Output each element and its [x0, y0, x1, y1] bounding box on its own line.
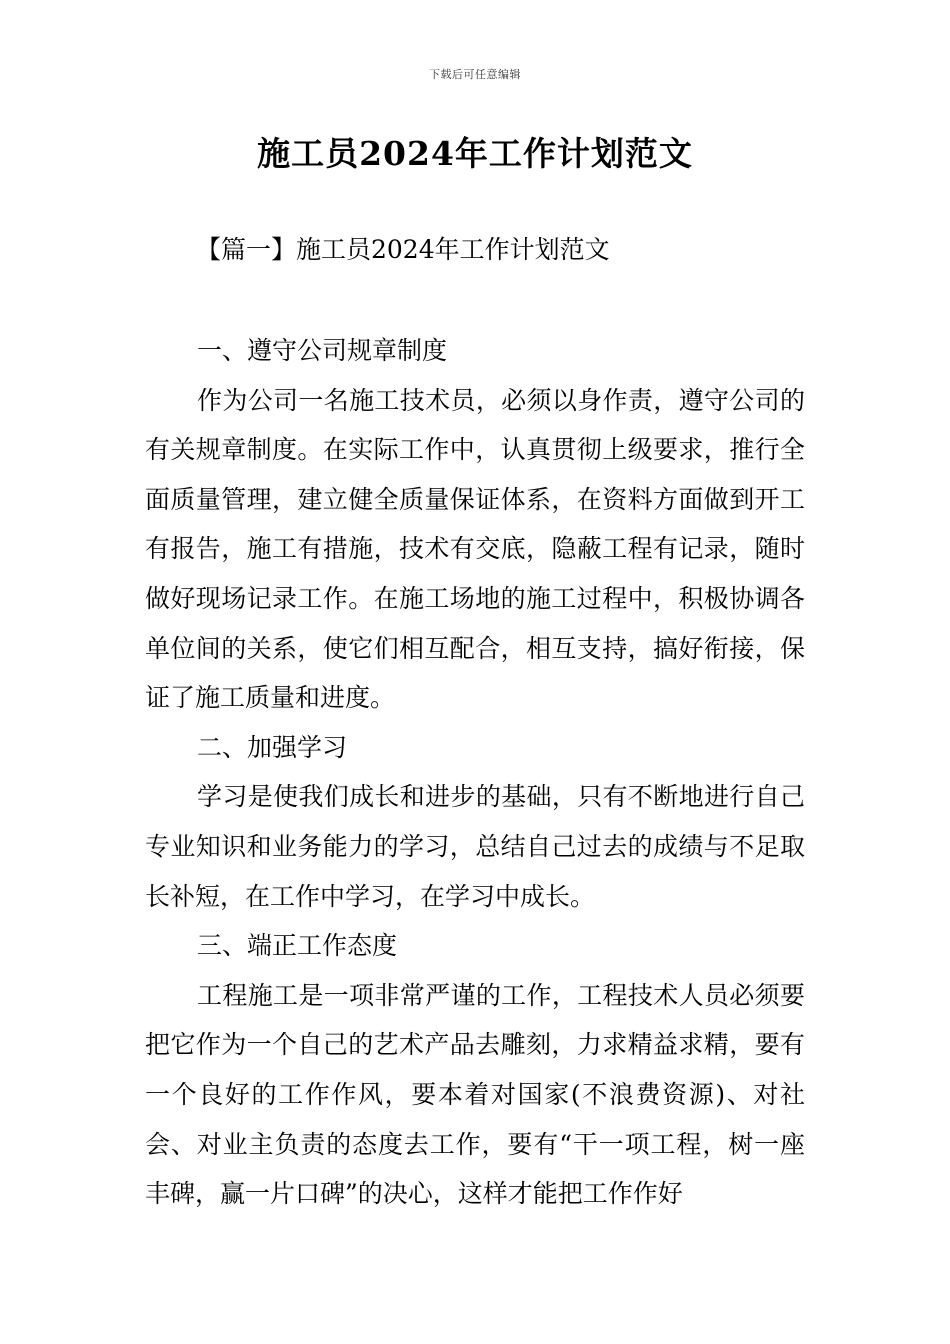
heading-3: 三、端正工作态度 — [197, 931, 398, 961]
document-body — [145, 326, 805, 1219]
header-note: 下载后可任意编辑 — [429, 68, 521, 81]
document-title: 施工员2024年工作计划范文 — [257, 134, 693, 173]
heading-2: 二、加强学习 — [197, 732, 348, 762]
section-title: 【篇一】施工员2024年工作计划范文 — [196, 235, 610, 264]
paragraph-2: 学习是使我们成长和进步的基础，只有不断地进行自己专业知识和业务能力的学习，总结自己过去的成绩与不足取长补短，在工作中学习，在学习中成长。 — [145, 782, 805, 911]
paragraph-1: 作为公司一名施工技术员，必须以身作责，遵守公司的有关规章制度。在实际工作中，认真贯彻上级要求，推行全面质量管理，建立健全质量保证体系，在资料方面做到开工有报告，施工有措施，技术有交底，隐蔽工程有记录，随时做好现场记录工作。在施工场地的施工过程中，积极协调各单位间的关系，使它们相互配合，相互支持，搞好衔接，保证了施工质量和进度。 — [145, 385, 805, 713]
heading-1: 一、遵守公司规章制度 — [197, 336, 448, 365]
paragraph-3: 工程施工是一项非常严谨的工作，工程技术人员必须要把它作为一个自己的艺术产品去雕刻，力求精益求精，要有一个良好的工作作风，要本着对国家(不浪费资源)、对社会、对业主负责的态度去工作，要有“干一项工程，树一座丰碑，赢一片口碑”的决心，这样才能把工作作好 — [145, 980, 805, 1209]
